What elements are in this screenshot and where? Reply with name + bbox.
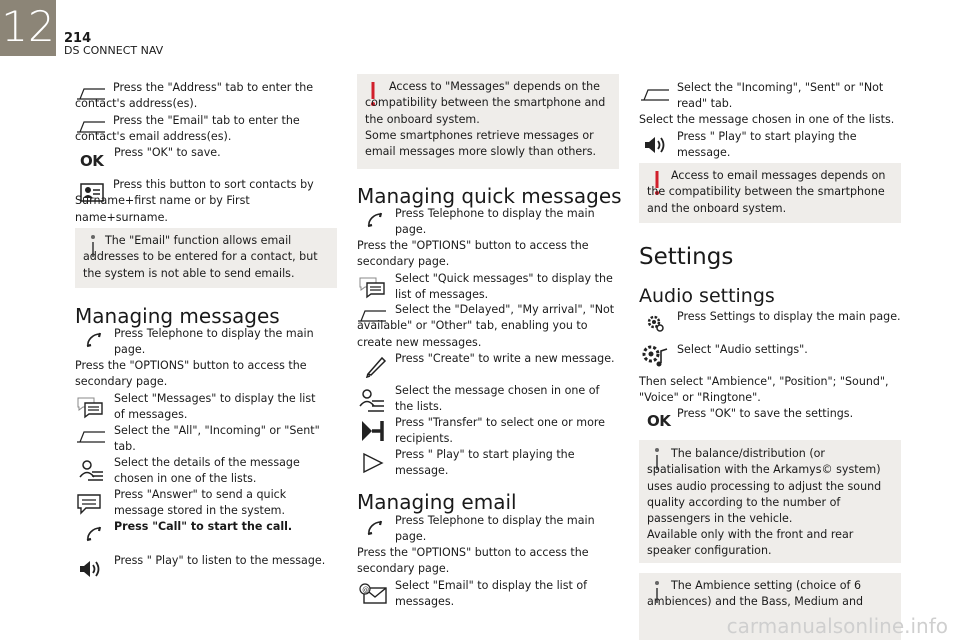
select-message-instruction: Select the message chosen in one of the lists. bbox=[639, 113, 895, 126]
heading-managing-messages: Managing messages bbox=[75, 304, 280, 328]
select-email-instruction: Select "Email" to display the list of messages. bbox=[395, 579, 588, 609]
create-instruction: Press "Create" to write a new message. bbox=[395, 352, 615, 365]
warning-text-1: Access to "Messages" depends on the compatibility between the smartphone and the onboard system. bbox=[365, 80, 606, 126]
select-message-instruction: Select the message chosen in one of the lists. bbox=[395, 384, 600, 414]
warning-text-2: Some smartphones retrieve messages or email messages more slowly than others. bbox=[365, 129, 597, 159]
then-select-instruction: Then select "Ambience", "Position"; "Sound", "Voice" or "Ringtone". bbox=[639, 375, 889, 405]
ok-icon: OK bbox=[647, 412, 671, 430]
transfer-icon bbox=[360, 418, 386, 444]
select-quick-messages-instruction: Select "Quick messages" to display the list of messages. bbox=[395, 272, 613, 302]
info-balance-text: The balance/distribution (or spatialisation with the Arkamys© system) uses audio processing to adjust the sound quality according to the number of passengers in the vehicle. bbox=[647, 447, 882, 526]
address-instruction: Press the "Address" tab to enter the contact's address(es). bbox=[75, 81, 314, 111]
quick-messages-icon bbox=[358, 275, 386, 299]
play-instruction: Press " Play" to start playing the message. bbox=[395, 448, 575, 478]
info-ambience-text: The Ambience setting (choice of 6 ambiences) and the Bass, Medium and bbox=[647, 579, 864, 609]
ok-icon: OK bbox=[80, 152, 104, 170]
telephone-instruction: Press Telephone to display the main page. bbox=[395, 514, 595, 544]
select-tabs-instruction: Select the "Incoming", "Sent" or "Not read" tab. bbox=[677, 81, 884, 111]
section-title: DS CONNECT NAV bbox=[64, 44, 164, 57]
messages-icon bbox=[76, 395, 104, 419]
telephone-icon bbox=[366, 519, 384, 537]
telephone-icon bbox=[366, 211, 384, 229]
ok-instruction: Press "OK" to save the settings. bbox=[677, 407, 854, 420]
play-icon bbox=[362, 452, 384, 474]
speaker-icon bbox=[643, 134, 669, 156]
message-details-icon bbox=[358, 387, 386, 415]
settings-icon bbox=[645, 313, 665, 333]
pencil-icon bbox=[364, 354, 388, 378]
ok-instruction: Press "OK" to save. bbox=[114, 146, 221, 159]
tab-icon bbox=[76, 430, 106, 444]
telephone-instruction: Press Telephone to display the main page. bbox=[395, 207, 595, 237]
select-messages-instruction: Select "Messages" to display the list of messages. bbox=[114, 392, 316, 422]
audio-settings-instruction: Select "Audio settings". bbox=[677, 343, 808, 356]
telephone-icon bbox=[85, 525, 103, 543]
options-instruction: Press the "OPTIONS" button to access the secondary page. bbox=[75, 359, 307, 389]
chapter-badge bbox=[0, 0, 56, 56]
answer-instruction: Press "Answer" to send a quick message stored in the system. bbox=[114, 488, 287, 518]
select-details-instruction: Select the details of the message chosen in one of the lists. bbox=[114, 456, 300, 486]
tab-icon bbox=[640, 88, 670, 102]
warning-text: Access to email messages depends on the compatibility between the smartphone and the onboard system. bbox=[647, 169, 886, 215]
watermark: carmanualsonline.info bbox=[726, 614, 948, 638]
heading-settings: Settings bbox=[639, 244, 734, 270]
heading-managing-quick-messages: Managing quick messages bbox=[357, 184, 622, 208]
email-icon bbox=[358, 582, 388, 606]
telephone-instruction: Press Telephone to display the main page. bbox=[114, 327, 314, 357]
select-tabs-instruction: Select the "Delayed", "My arrival", "Not available" or "Other" tab, enabling you to create new messages. bbox=[357, 303, 615, 349]
select-tabs-instruction: Select the "All", "Incoming" or "Sent" tab. bbox=[114, 424, 320, 454]
heading-managing-email: Managing email bbox=[357, 490, 517, 514]
page-number: 214 bbox=[64, 31, 92, 46]
answer-icon bbox=[76, 493, 102, 515]
email-tab-instruction: Press the "Email" tab to enter the contact's email address(es). bbox=[75, 114, 300, 144]
svg-text:@: @ bbox=[362, 586, 370, 594]
info-balance-text-2: Available only with the front and rear speaker configuration. bbox=[647, 528, 854, 558]
heading-audio-settings: Audio settings bbox=[639, 285, 775, 307]
options-instruction: Press the "OPTIONS" button to access the secondary page. bbox=[357, 546, 589, 576]
call-instruction: Press "Call" to start the call. bbox=[114, 520, 293, 533]
sort-instruction: Press this button to sort contacts by Surname+first name or by First name+surname. bbox=[75, 178, 314, 224]
audio-settings-icon bbox=[641, 343, 669, 369]
transfer-instruction: Press "Transfer" to select one or more recipients. bbox=[395, 416, 605, 446]
speaker-icon bbox=[78, 558, 104, 580]
info-email-text: The "Email" function allows email addresses to be entered for a contact, but the system is not able to send emails. bbox=[83, 234, 318, 280]
play-instruction: Press " Play" to start playing the message. bbox=[677, 130, 857, 160]
options-instruction: Press the "OPTIONS" button to access the secondary page. bbox=[357, 239, 589, 269]
telephone-icon bbox=[85, 331, 103, 349]
play-instruction: Press " Play" to listen to the message. bbox=[114, 554, 326, 567]
contact-details-icon bbox=[78, 458, 104, 484]
settings-instruction: Press Settings to display the main page. bbox=[677, 310, 901, 323]
chapter-number: 12 bbox=[1, 2, 55, 51]
